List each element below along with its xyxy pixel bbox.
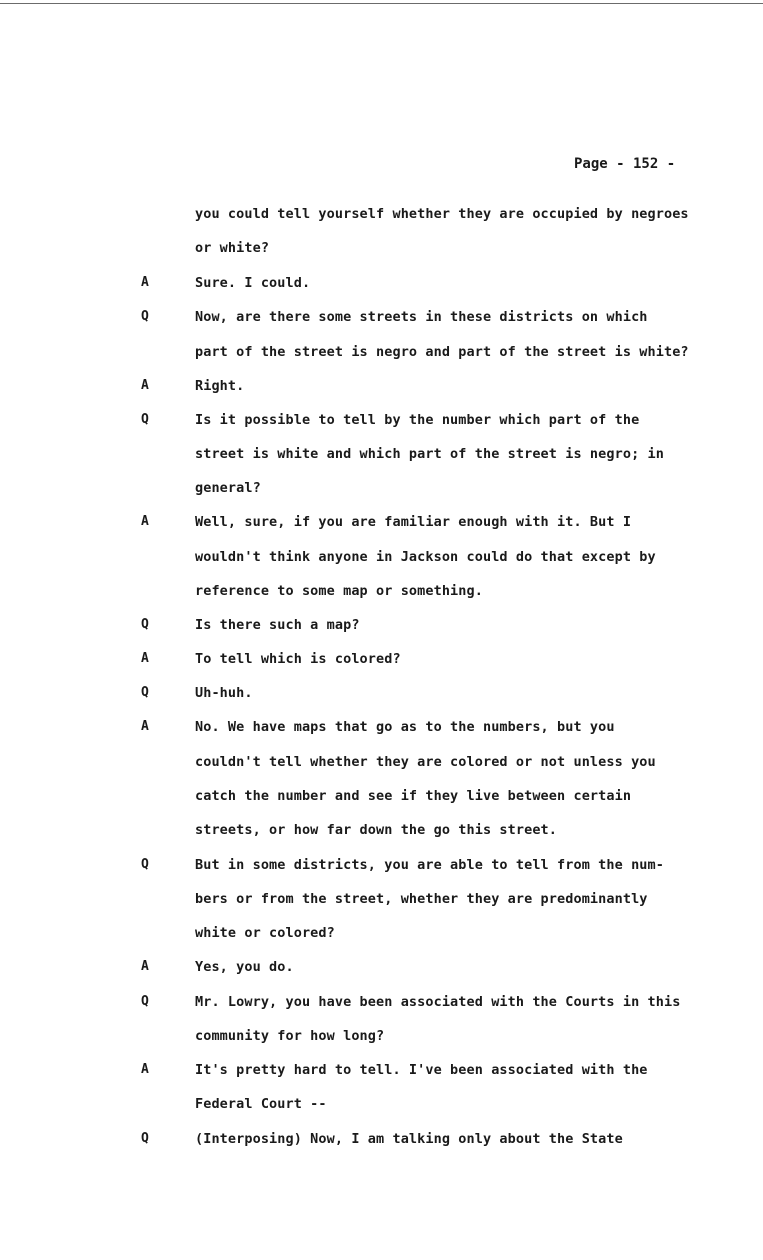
transcript-line	[0, 549, 763, 573]
line-text: Well, sure, if you are familiar enough with it. But I	[195, 514, 632, 530]
transcript-line	[0, 309, 763, 333]
line-text: Yes, you do.	[195, 959, 294, 975]
line-text: couldn't tell whether they are colored or not unless you	[195, 754, 656, 770]
transcript-line	[0, 719, 763, 743]
speaker-marker: Q	[141, 994, 149, 1009]
line-text: reference to some map or something.	[195, 583, 483, 599]
transcript-line	[0, 994, 763, 1018]
line-text: (Interposing) Now, I am talking only about the State	[195, 1131, 623, 1147]
transcript-line	[0, 685, 763, 709]
line-text: Is there such a map?	[195, 617, 360, 633]
transcript-line	[0, 583, 763, 607]
speaker-marker: A	[141, 959, 149, 974]
transcript-line	[0, 925, 763, 949]
line-text: white or colored?	[195, 925, 335, 941]
line-text: Now, are there some streets in these districts on which	[195, 309, 648, 325]
line-text: No. We have maps that go as to the numbers, but you	[195, 719, 615, 735]
speaker-marker: Q	[141, 685, 149, 700]
speaker-marker: A	[141, 1062, 149, 1077]
transcript-line	[0, 959, 763, 983]
transcript-line	[0, 275, 763, 299]
line-text: or white?	[195, 240, 270, 256]
transcript-line	[0, 240, 763, 264]
line-text: catch the number and see if they live between certain	[195, 788, 632, 804]
speaker-marker: Q	[141, 412, 149, 427]
line-text: bers or from the street, whether they are predominantly	[195, 891, 648, 907]
speaker-marker: A	[141, 514, 149, 529]
speaker-marker: Q	[141, 309, 149, 324]
transcript-line	[0, 651, 763, 675]
line-text: part of the street is negro and part of the street is white?	[195, 344, 689, 360]
line-text: But in some districts, you are able to tell from the num-	[195, 857, 664, 873]
line-text: wouldn't think anyone in Jackson could do that except by	[195, 549, 656, 565]
top-scan-rule	[0, 3, 763, 4]
speaker-marker: Q	[141, 617, 149, 632]
transcript-line	[0, 1131, 763, 1155]
line-text: Mr. Lowry, you have been associated with the Courts in this	[195, 994, 681, 1010]
line-text: you could tell yourself whether they are occupied by negroes	[195, 206, 689, 222]
transcript-line	[0, 891, 763, 915]
line-text: Uh-huh.	[195, 685, 253, 701]
speaker-marker: A	[141, 378, 149, 393]
line-text: community for how long?	[195, 1028, 385, 1044]
transcript-line	[0, 1062, 763, 1086]
transcript-line	[0, 754, 763, 778]
line-text: Federal Court --	[195, 1096, 327, 1112]
speaker-marker: Q	[141, 857, 149, 872]
line-text: streets, or how far down the go this street.	[195, 822, 558, 838]
line-text: Is it possible to tell by the number which part of the	[195, 412, 640, 428]
transcript-line	[0, 480, 763, 504]
transcript-line	[0, 1028, 763, 1052]
transcript-line	[0, 822, 763, 846]
line-text: Right.	[195, 378, 245, 394]
transcript-line	[0, 378, 763, 402]
transcript-line	[0, 446, 763, 470]
transcript-line	[0, 788, 763, 812]
transcript-line	[0, 344, 763, 368]
speaker-marker: Q	[141, 1131, 149, 1146]
line-text: It's pretty hard to tell. I've been associated with the	[195, 1062, 648, 1078]
transcript-line	[0, 1096, 763, 1120]
transcript-line	[0, 617, 763, 641]
speaker-marker: A	[141, 275, 149, 290]
line-text: general?	[195, 480, 261, 496]
transcript-line	[0, 206, 763, 230]
speaker-marker: A	[141, 651, 149, 666]
line-text: street is white and which part of the street is negro; in	[195, 446, 664, 462]
transcript-line	[0, 514, 763, 538]
transcript-line	[0, 412, 763, 436]
speaker-marker: A	[141, 719, 149, 734]
line-text: To tell which is colored?	[195, 651, 401, 667]
line-text: Sure. I could.	[195, 275, 311, 291]
page-number: Page - 152 -	[574, 156, 676, 172]
transcript-line	[0, 857, 763, 881]
